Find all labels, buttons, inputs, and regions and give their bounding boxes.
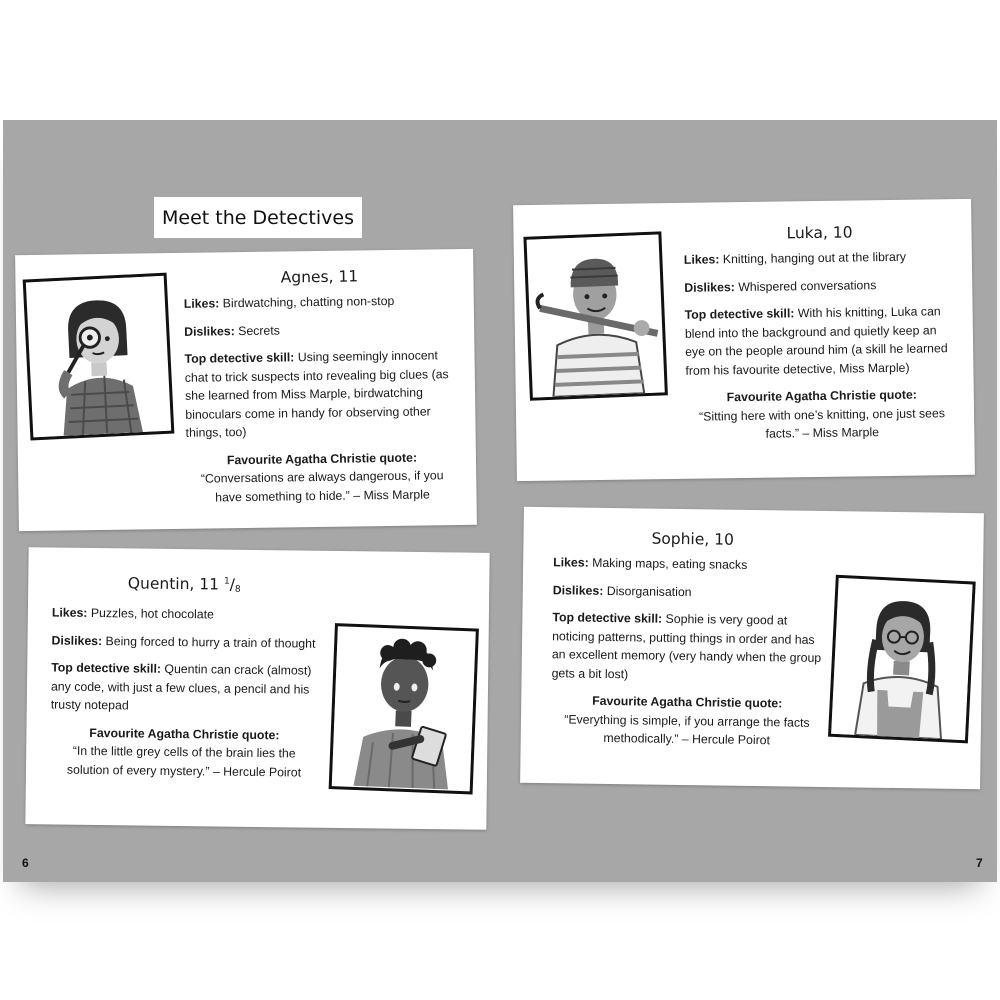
luka-likes: Knitting, hanging out at the library <box>722 249 907 267</box>
quentin-dislikes-row: Dislikes: Being forced to hurry a train of thought <box>51 632 316 651</box>
agnes-quote-block: Favourite Agatha Christie quote: “Conversations are always dangerous, if you have something to hide.” – Miss Marple <box>186 448 459 507</box>
luka-portrait <box>523 231 667 400</box>
quentin-name: Quentin, 11 $^1/_8$ <box>127 574 241 595</box>
page-title <box>154 197 362 238</box>
luka-illustration-icon <box>527 234 665 397</box>
agnes-illustration-icon <box>26 276 171 438</box>
sophie-quote: “Everything is simple, if you arrange the facts methodically.” – Hercule Poirot <box>564 711 810 748</box>
detective-card-quentin <box>25 547 489 830</box>
quentin-text <box>50 569 321 781</box>
luka-skill: With his knitting, Luka can blend into the background and quietly keep an eye on the people around him (a skill he learned from his favourite detective, Miss Marple) <box>684 304 948 378</box>
luka-quote-block: Favourite Agatha Christie quote: “Sitting here with one’s knitting, one just sees facts.” – Miss Marple <box>686 385 959 444</box>
quentin-illustration-icon <box>332 626 476 791</box>
detective-card-luka <box>513 199 975 481</box>
agnes-skill-row: Top detective skill: Using seemingly innocent chat to trick suspects into revealing big clues (as she learned from Miss Marple, birdwatching binoculars come in handy for observing other things, too) <box>184 348 449 440</box>
quentin-quote-block: Favourite Agatha Christie quote: “In the little grey cells of the brain lies the solution of every mystery.” – Hercule Poirot <box>50 723 319 782</box>
sophie-dislikes: Disorganisation <box>606 583 692 599</box>
luka-name: Luka, 10 <box>786 223 853 243</box>
sophie-skill-row: Top detective skill: Sophie is very good at noticing patterns, putting things in order and has an excellent memory (very handy when the group gets a bit lost) <box>551 610 822 681</box>
agnes-portrait <box>23 273 175 441</box>
luka-quote: “Sitting here with one’s knitting, one just sees facts.” – Miss Marple <box>699 405 946 441</box>
luka-text <box>683 221 958 444</box>
quentin-dislikes: Being forced to hurry a train of thought <box>105 633 316 651</box>
quentin-portrait <box>329 623 479 794</box>
quentin-skill: Quentin can crack (almost) any code, with just a few clues, a pencil and his trusty notepad <box>50 661 312 713</box>
agnes-name: Agnes, 11 <box>280 267 359 287</box>
quentin-skill-row: Top detective skill: Quentin can crack (almost) any code, with just a few clues, a pencil and his trusty notepad <box>50 660 312 713</box>
agnes-dislikes: Secrets <box>238 323 280 338</box>
detective-card-sophie <box>520 507 984 789</box>
sophie-skill: Sophie is very good at noticing patterns, putting things in order and has an excellent memory (very handy when the group gets a bit lost) <box>551 611 822 681</box>
sophie-likes-row: Likes: Making maps, eating snacks <box>553 555 748 572</box>
luka-dislikes-row: Dislikes: Whispered conversations <box>684 277 877 295</box>
sophie-text <box>551 527 826 750</box>
agnes-skill: Using seemingly innocent chat to trick suspects into revealing big clues (as she learned from Miss Marple, birdwatching binoculars come in handy for observing other things, too) <box>184 348 449 440</box>
luka-skill-row: Top detective skill: With his knitting, Luka can blend into the background and quietly keep an eye on the people around him (a skill he learned from his favourite detective, Miss Marple) <box>684 304 948 378</box>
agnes-text <box>183 265 458 507</box>
luka-dislikes: Whispered conversations <box>738 277 877 294</box>
quentin-likes: Puzzles, hot chocolate <box>90 605 215 622</box>
agnes-dislikes-row: Dislikes: Secrets <box>184 323 280 339</box>
quentin-quote: “In the little grey cells of the brain lies the solution of every mystery.” – Hercule Poirot <box>66 743 302 780</box>
sophie-quote-block: Favourite Agatha Christie quote: “Everything is simple, if you arrange the facts methodically.” – Hercule Poirot <box>551 691 824 750</box>
sophie-illustration-icon <box>831 578 972 740</box>
agnes-likes: Birdwatching, chatting non-stop <box>222 293 395 311</box>
sophie-likes: Making maps, eating snacks <box>592 555 748 572</box>
sophie-dislikes-row: Dislikes: Disorganisation <box>552 582 692 599</box>
sophie-name: Sophie, 10 <box>651 529 735 549</box>
agnes-quote: “Conversations are always dangerous, if you have something to hide.” – Miss Marple <box>200 468 444 504</box>
page-title-text: Meet the Detectives <box>162 206 354 229</box>
quentin-likes-row: Likes: Puzzles, hot chocolate <box>51 605 215 622</box>
page-number-left: 6 <box>22 856 29 870</box>
detective-card-agnes <box>15 249 477 531</box>
luka-likes-row: Likes: Knitting, hanging out at the library <box>683 249 907 267</box>
page-number-right: 7 <box>976 856 983 870</box>
agnes-likes-row: Likes: Birdwatching, chatting non-stop <box>183 293 395 311</box>
sophie-portrait <box>828 575 976 744</box>
